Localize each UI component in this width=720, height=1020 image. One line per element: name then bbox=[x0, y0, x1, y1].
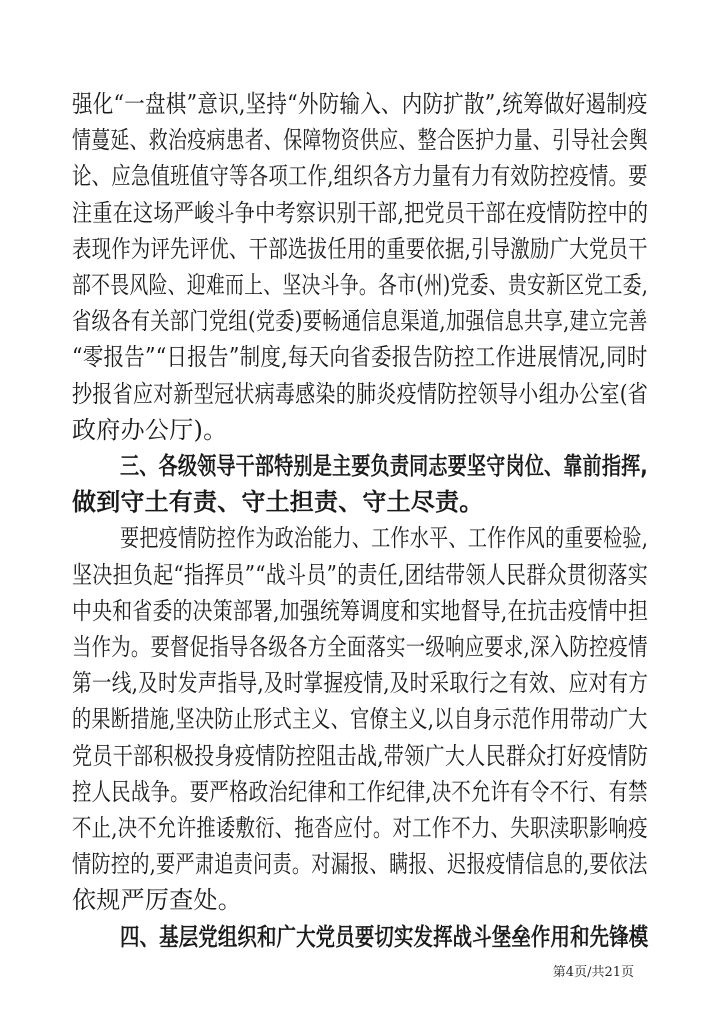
section-heading-4-line-1: 四、基层党组织和广大党员要切实发挥战斗堡垒作用和先锋模 bbox=[120, 923, 649, 951]
body-line-9: 抄报省应对新型冠状病毒感染的肺炎疫情防控领导小组办公室(省 bbox=[72, 380, 649, 408]
body-line-3: 论、应急值班值守等各项工作,组织各方力量有力有效防控疫情。要 bbox=[72, 162, 648, 190]
body-line-21: 不止,决不允许推诿敷衍、拖沓应付。对工作不力、失职渎职影响疫 bbox=[72, 814, 648, 842]
body-line-13: 要把疫情防控作为政治能力、工作水平、工作作风的重要检验, bbox=[120, 524, 649, 552]
body-line-8: “零报告”“日报告”制度,每天向省委报告防控工作进展情况,同时 bbox=[72, 343, 648, 371]
body-line-18: 的果断措施,坚决防止形式主义、官僚主义,以自身示范作用带动广大 bbox=[72, 705, 648, 733]
section-heading-3-line-2: 做到守土有责、守土担责、守土尽责。 bbox=[72, 488, 484, 516]
body-line-2: 情蔓延、救治疫病患者、保障物资供应、整合医护力量、引导社会舆 bbox=[72, 126, 648, 154]
body-line-20: 控人民战争。要严格政治纪律和工作纪律,决不允许有令不行、有禁 bbox=[72, 778, 648, 806]
body-line-1: 强化“一盘棋”意识,坚持“外防输入、内防扩散”,统筹做好遏制疫 bbox=[72, 90, 648, 118]
body-line-10: 政府办公厅)。 bbox=[72, 416, 228, 444]
body-line-15: 中央和省委的决策部署,加强统筹调度和实地督导,在抗击疫情中担 bbox=[72, 597, 649, 625]
body-line-22: 情防控的,要严肃追责问责。对漏报、瞒报、迟报疫情信息的,要依法 bbox=[72, 850, 648, 878]
body-line-5: 表现作为评先评优、干部选拔任用的重要依据,引导激励广大党员干 bbox=[72, 235, 648, 263]
section-heading-3-line-1: 三、各级领导干部特别是主要负责同志要坚守岗位、靠前指挥, bbox=[120, 452, 648, 480]
body-line-16: 当作为。要督促指导各级各方全面落实一级响应要求,深入防控疫情 bbox=[72, 633, 648, 661]
body-line-14: 坚决担负起“指挥员”“战斗员”的责任,团结带领人民群众贯彻落实 bbox=[72, 561, 649, 589]
body-line-7: 省级各有关部门党组(党委)要畅通信息渠道,加强信息共享,建立完善 bbox=[72, 307, 648, 335]
body-line-6: 部不畏风险、迎难而上、坚决斗争。各市(州)党委、贵安新区党工委, bbox=[72, 271, 648, 299]
body-line-4: 注重在这场严峻斗争中考察识别干部,把党员干部在疫情防控中的 bbox=[72, 199, 649, 227]
page-number: 第4页/共21页 bbox=[552, 965, 634, 980]
body-line-19: 党员干部积极投身疫情防控阻击战,带领广大人民群众打好疫情防 bbox=[72, 742, 649, 770]
body-line-23: 依规严厉查处。 bbox=[72, 886, 243, 914]
body-line-17: 第一线,及时发声指导,及时掌握疫情,及时采取行之有效、应对有方 bbox=[72, 669, 649, 697]
